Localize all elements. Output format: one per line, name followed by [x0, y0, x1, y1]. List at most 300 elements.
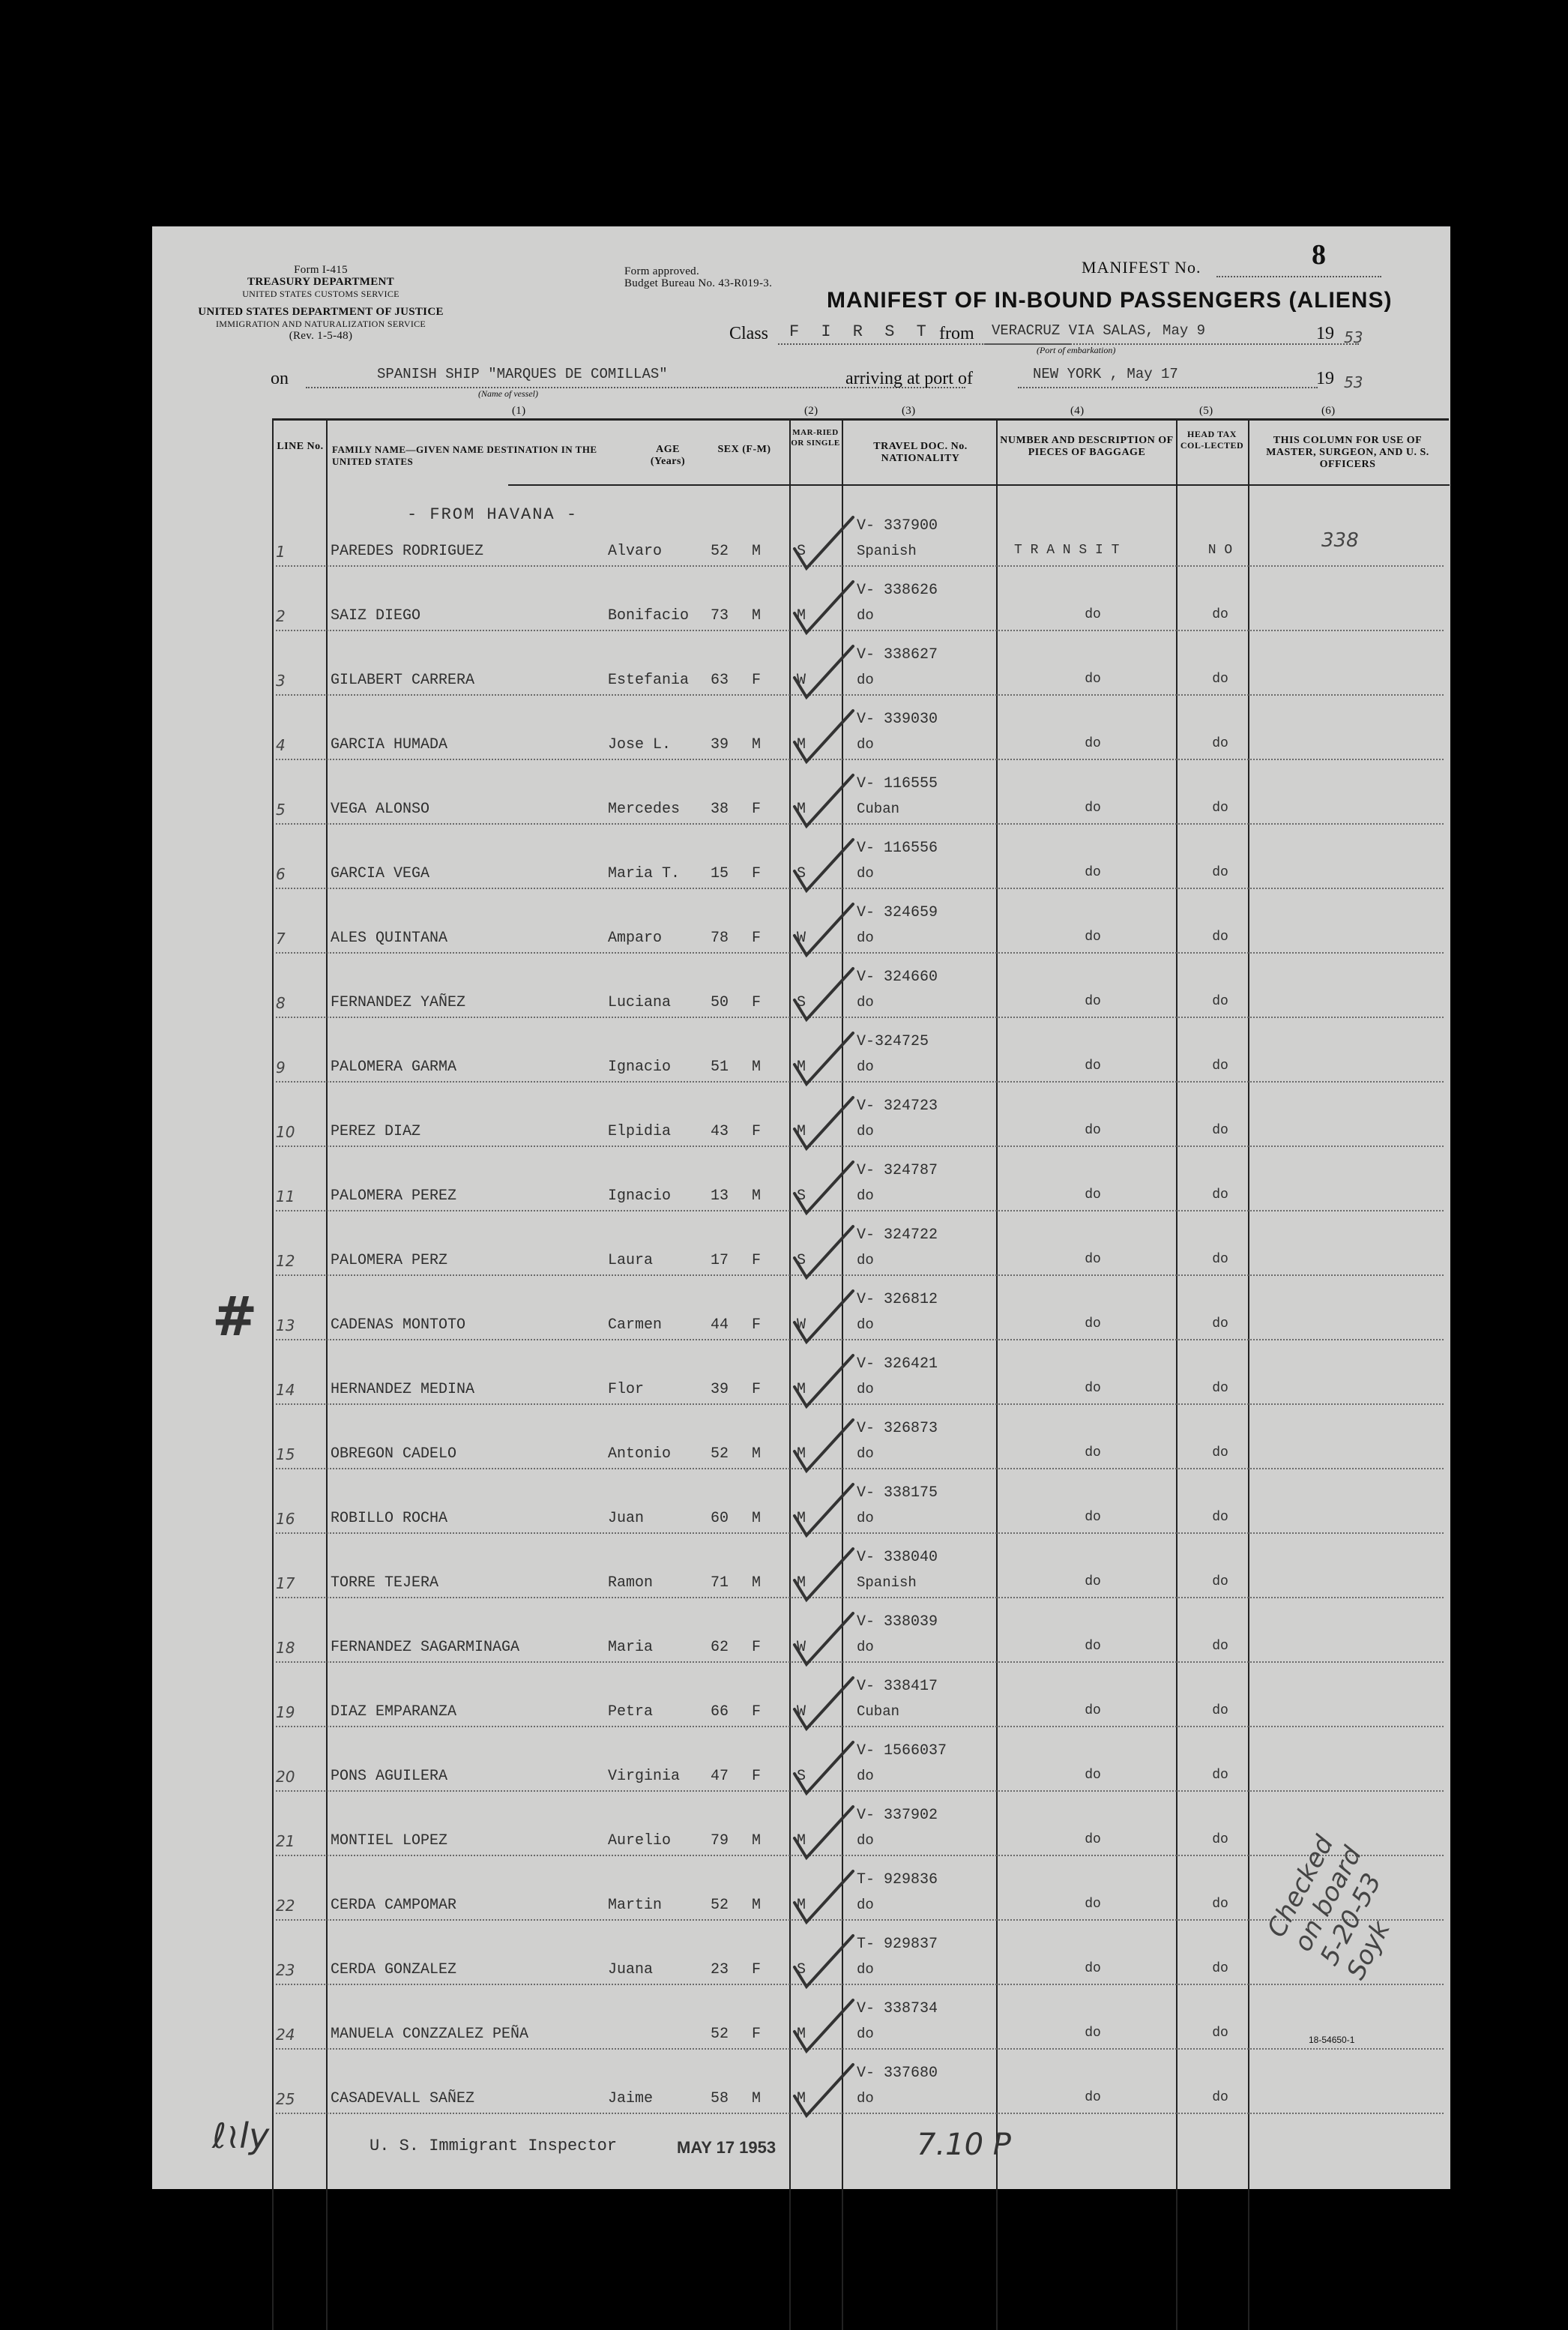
travel-doc-number: V- 338417	[857, 1678, 938, 1695]
col-header-travel-doc: TRAVEL DOC. No. NATIONALITY	[873, 441, 968, 464]
given-name: Antonio	[608, 1445, 672, 1463]
footer-code: 7.10 P	[917, 2128, 1011, 2162]
head-tax: do	[1212, 607, 1228, 622]
nationality: do	[857, 736, 874, 753]
nationality: Cuban	[857, 1703, 900, 1720]
age: 43	[711, 1123, 729, 1140]
class-label: Class	[729, 324, 769, 343]
sex: M	[752, 1832, 762, 1849]
head-tax: do	[1212, 1961, 1228, 1976]
travel-doc-number: V- 324660	[857, 969, 938, 986]
nationality: do	[857, 930, 874, 946]
age: 52	[711, 1445, 729, 1463]
marital-status: M	[797, 1381, 806, 1398]
check-mark-icon	[785, 1156, 860, 1223]
check-mark-icon	[785, 1994, 860, 2062]
baggage: do	[1085, 2090, 1101, 2105]
nationality: do	[857, 1897, 874, 1913]
age: 44	[711, 1316, 729, 1334]
baggage: do	[1085, 865, 1101, 880]
given-name: Laura	[608, 1252, 654, 1269]
travel-doc-number: V- 338626	[857, 582, 938, 599]
manifest-label: MANIFEST No.	[1082, 258, 1201, 277]
given-name: Ramon	[608, 1574, 654, 1592]
agency-treasury: TREASURY DEPARTMENT	[247, 276, 394, 288]
baggage: do	[1085, 1703, 1101, 1718]
form-code: 18-54650-1	[1309, 2035, 1355, 2045]
arrival-date-stamp: MAY 17 1953	[677, 2138, 777, 2157]
sex: F	[752, 1961, 762, 1978]
given-name: Juana	[608, 1961, 654, 1978]
col-header-married: MAR-RIED OR SINGLE	[791, 428, 840, 448]
marital-status: M	[797, 1897, 806, 1914]
year-1: 19	[1316, 324, 1334, 343]
given-name: Martin	[608, 1897, 663, 1914]
marital-status: S	[797, 994, 806, 1011]
given-name: Bonifacio	[608, 607, 690, 624]
head-tax: N O	[1207, 543, 1233, 558]
sex: F	[752, 1639, 762, 1656]
travel-doc-number: V- 324723	[857, 1098, 938, 1115]
given-name: Amparo	[608, 930, 663, 947]
sex: M	[752, 1510, 762, 1527]
check-mark-icon	[785, 963, 860, 1030]
check-mark-icon	[785, 1607, 860, 1675]
age: 47	[711, 1768, 729, 1785]
sex: M	[752, 1187, 762, 1205]
inspector-signature: ℓ≀ly	[212, 2116, 270, 2156]
marital-status: S	[797, 1961, 806, 1978]
baggage: do	[1085, 1445, 1101, 1460]
given-name: Estefania	[608, 672, 690, 689]
vessel-name: SPANISH SHIP "MARQUES DE COMILLAS"	[377, 366, 668, 382]
baggage: do	[1085, 1381, 1101, 1396]
column-number-4: (4)	[1070, 405, 1085, 417]
family-name: ALES QUINTANA	[331, 930, 448, 947]
revision-date: (Rev. 1-5-48)	[289, 330, 353, 342]
marital-status: W	[797, 672, 806, 689]
line-number: 25	[276, 2090, 295, 2108]
age: 38	[711, 801, 729, 818]
line-number: 20	[276, 1768, 295, 1786]
given-name: Alvaro	[608, 543, 663, 560]
nationality: do	[857, 1510, 874, 1526]
nationality: do	[857, 1123, 874, 1140]
given-name: Carmen	[608, 1316, 663, 1334]
given-name: Ignacio	[608, 1187, 672, 1205]
family-name: TORRE TEJERA	[331, 1574, 439, 1592]
nationality: do	[857, 1059, 874, 1075]
travel-doc-number: T- 929836	[857, 1871, 938, 1888]
check-mark-icon	[785, 1543, 860, 1610]
baggage: do	[1085, 1961, 1101, 1976]
column-number-2: (2)	[804, 405, 818, 417]
marital-status: M	[797, 1445, 806, 1463]
nationality: do	[857, 1187, 874, 1204]
form-number: Form I-415	[294, 264, 348, 276]
check-mark-icon	[785, 2059, 860, 2126]
line-number: 5	[276, 801, 286, 819]
travel-doc-number: V- 337902	[857, 1807, 938, 1824]
col-header-age: AGE (Years)	[650, 444, 686, 467]
arrival-port-value: NEW YORK , May 17	[1033, 366, 1178, 382]
marital-status: W	[797, 1639, 806, 1656]
marital-status: W	[797, 930, 806, 947]
check-mark-icon	[785, 898, 860, 966]
baggage: do	[1085, 1252, 1101, 1267]
sex: M	[752, 2090, 762, 2107]
sex: F	[752, 930, 762, 947]
line-number: 12	[276, 1252, 295, 1270]
baggage: do	[1085, 1768, 1101, 1783]
check-mark-icon	[785, 1220, 860, 1288]
marital-status: W	[797, 1703, 806, 1721]
given-name: Jose L.	[608, 736, 672, 753]
line-number: 22	[276, 1897, 295, 1915]
nationality: do	[857, 1832, 874, 1849]
sex: F	[752, 801, 762, 818]
family-name: CERDA GONZALEZ	[331, 1961, 457, 1978]
family-name: PALOMERA PEREZ	[331, 1187, 457, 1205]
sex: F	[752, 865, 762, 882]
travel-doc-number: V-324725	[857, 1033, 929, 1050]
sex: M	[752, 607, 762, 624]
family-name: SAIZ DIEGO	[331, 607, 421, 624]
sex: F	[752, 1123, 762, 1140]
family-name: PEREZ DIAZ	[331, 1123, 421, 1140]
age: 13	[711, 1187, 729, 1205]
family-name: MANUELA CONZZALEZ PEÑA	[331, 2026, 529, 2043]
nationality: do	[857, 1639, 874, 1655]
line-number: 19	[276, 1703, 295, 1721]
agency-ins: IMMIGRATION AND NATURALIZATION SERVICE	[215, 319, 426, 329]
check-mark-icon	[785, 511, 860, 579]
class-value: F I R S T	[789, 322, 932, 341]
travel-doc-number: V- 338175	[857, 1484, 938, 1502]
manifest-title: MANIFEST OF IN-BOUND PASSENGERS (ALIENS)	[827, 288, 1393, 313]
table-top-rule	[272, 418, 1449, 421]
line-number: 4	[276, 736, 286, 754]
age: 52	[711, 1897, 729, 1914]
baggage: do	[1085, 1316, 1101, 1331]
check-mark-icon	[785, 834, 860, 901]
age: 51	[711, 1059, 729, 1076]
travel-doc-number: V- 338734	[857, 2000, 938, 2017]
line-number: 9	[276, 1059, 286, 1077]
baggage: do	[1085, 1187, 1101, 1202]
nationality: Spanish	[857, 1574, 917, 1591]
head-tax: do	[1212, 2090, 1228, 2105]
line-number: 1	[276, 543, 286, 561]
budget-bureau: Budget Bureau No. 43-R019-3.	[624, 277, 773, 289]
head-tax: do	[1212, 1832, 1228, 1847]
age: 50	[711, 994, 729, 1011]
baggage: do	[1085, 607, 1101, 622]
travel-doc-number: V- 324787	[857, 1162, 938, 1179]
nationality: do	[857, 1252, 874, 1268]
age: 52	[711, 543, 729, 560]
sex: M	[752, 1574, 762, 1592]
head-tax: do	[1212, 994, 1228, 1009]
age: 73	[711, 607, 729, 624]
head-tax: do	[1212, 672, 1228, 687]
line-number: 16	[276, 1510, 295, 1528]
marital-status: M	[797, 1059, 806, 1076]
travel-doc-number: V- 326421	[857, 1355, 938, 1373]
age: 15	[711, 865, 729, 882]
baggage: T R A N S I T	[1014, 543, 1120, 558]
check-mark-icon	[785, 1672, 860, 1739]
column-number-1: (1)	[512, 405, 526, 417]
form-approved: Form approved.	[624, 265, 700, 277]
nationality: do	[857, 2026, 874, 2042]
sex: F	[752, 1381, 762, 1398]
officer-note: 338	[1321, 529, 1359, 552]
travel-doc-number: T- 929837	[857, 1936, 938, 1953]
family-name: ROBILLO ROCHA	[331, 1510, 448, 1527]
baggage: do	[1085, 1574, 1101, 1589]
line-number: 10	[276, 1123, 295, 1141]
given-name: Petra	[608, 1703, 654, 1721]
given-name: Virginia	[608, 1768, 681, 1785]
given-name: Maria	[608, 1639, 654, 1656]
check-mark-icon	[785, 1865, 860, 1933]
age: 60	[711, 1510, 729, 1527]
col-header-name: FAMILY NAME—GIVEN NAME DESTINATION IN THE UNITED STATES	[332, 444, 597, 467]
baggage: do	[1085, 1897, 1101, 1912]
sex: F	[752, 1316, 762, 1334]
line-number: 8	[276, 994, 286, 1012]
travel-doc-number: V- 338040	[857, 1549, 938, 1566]
on-label: on	[271, 369, 289, 388]
column-number-6: (6)	[1321, 405, 1336, 417]
head-tax: do	[1212, 1187, 1228, 1202]
sex: M	[752, 543, 762, 560]
check-mark-icon	[785, 576, 860, 643]
head-tax: do	[1212, 1316, 1228, 1331]
head-tax: do	[1212, 1510, 1228, 1525]
head-tax: do	[1212, 930, 1228, 945]
section-heading: - FROM HAVANA -	[407, 505, 579, 524]
marital-status: S	[797, 543, 806, 560]
col-header-head-tax: HEAD TAX COL-LECTED	[1180, 429, 1244, 451]
marital-status: M	[797, 607, 806, 624]
footer-inspector-label: U. S. Immigrant Inspector	[370, 2137, 618, 2155]
baggage: do	[1085, 2026, 1101, 2041]
check-mark-icon	[785, 1930, 860, 1997]
head-tax: do	[1212, 1639, 1228, 1654]
baggage: do	[1085, 1510, 1101, 1525]
line-number: 15	[276, 1445, 295, 1463]
check-mark-icon	[785, 1092, 860, 1159]
agency-justice: UNITED STATES DEPARTMENT OF JUSTICE	[198, 306, 444, 318]
travel-doc-number: V- 116555	[857, 775, 938, 792]
given-name: Ignacio	[608, 1059, 672, 1076]
baggage: do	[1085, 672, 1101, 687]
checked-on-board-note: Checked on board 5-20-53 Soyk	[1261, 1831, 1396, 1985]
head-tax: do	[1212, 1703, 1228, 1718]
head-tax: do	[1212, 865, 1228, 880]
marital-status: M	[797, 2090, 806, 2107]
agency-customs: UNITED STATES CUSTOMS SERVICE	[242, 289, 399, 299]
head-tax: do	[1212, 2026, 1228, 2041]
year-2: 19	[1316, 369, 1334, 388]
marital-status: M	[797, 2026, 806, 2043]
sex: F	[752, 2026, 762, 2043]
line-number: 21	[276, 1832, 295, 1850]
age: 66	[711, 1703, 729, 1721]
family-name: PAREDES RODRIGUEZ	[331, 543, 484, 560]
nationality: do	[857, 1961, 874, 1978]
age: 58	[711, 2090, 729, 2107]
check-mark-icon	[785, 1027, 860, 1095]
line-number: 13	[276, 1316, 295, 1334]
family-name: GILABERT CARRERA	[331, 672, 475, 689]
line-number: 3	[276, 672, 286, 690]
check-mark-icon	[785, 1736, 860, 1804]
family-name: GARCIA HUMADA	[331, 736, 448, 753]
marital-status: S	[797, 865, 806, 882]
marital-status: M	[797, 801, 806, 818]
year-1-suffix: 53	[1344, 328, 1363, 346]
nationality: do	[857, 607, 874, 624]
baggage: do	[1085, 1639, 1101, 1654]
given-name: Juan	[608, 1510, 645, 1527]
sex: M	[752, 1897, 762, 1914]
marital-status: M	[797, 1574, 806, 1592]
check-mark-icon	[785, 1801, 860, 1868]
family-name: HERNANDEZ MEDINA	[331, 1381, 475, 1398]
baggage: do	[1085, 1059, 1101, 1074]
age: 17	[711, 1252, 729, 1269]
family-name: MONTIEL LOPEZ	[331, 1832, 448, 1849]
check-mark-icon	[785, 705, 860, 772]
line-number: 23	[276, 1961, 295, 1979]
age: 71	[711, 1574, 729, 1592]
manifest-sheet	[152, 226, 1450, 2189]
given-name: Aurelio	[608, 1832, 672, 1849]
age: 79	[711, 1832, 729, 1849]
marital-status: M	[797, 736, 806, 753]
sex: F	[752, 1252, 762, 1269]
family-name: DIAZ EMPARANZA	[331, 1703, 457, 1721]
hash-mark: #	[212, 1285, 258, 1348]
line-number: 14	[276, 1381, 295, 1399]
baggage: do	[1085, 801, 1101, 816]
head-tax: do	[1212, 1381, 1228, 1396]
given-name: Mercedes	[608, 801, 681, 818]
travel-doc-number: V- 337900	[857, 517, 938, 535]
marital-status: M	[797, 1123, 806, 1140]
head-tax: do	[1212, 1768, 1228, 1783]
nationality: do	[857, 1445, 874, 1462]
column-number-5: (5)	[1199, 405, 1213, 417]
given-name: Elpidia	[608, 1123, 672, 1140]
baggage: do	[1085, 994, 1101, 1009]
check-mark-icon	[785, 1285, 860, 1352]
header-bottom-rule	[508, 484, 1450, 486]
nationality: do	[857, 2090, 874, 2107]
sex: M	[752, 1445, 762, 1463]
travel-doc-number: V- 324722	[857, 1226, 938, 1244]
port-of-embarkation-caption: (Port of embarkation)	[1037, 345, 1116, 355]
travel-doc-number: V- 116556	[857, 840, 938, 857]
age: 62	[711, 1639, 729, 1656]
nationality: do	[857, 1768, 874, 1784]
line-number: 17	[276, 1574, 295, 1592]
line-number: 7	[276, 930, 286, 948]
nationality: Spanish	[857, 543, 917, 559]
head-tax: do	[1212, 1445, 1228, 1460]
head-tax: do	[1212, 1123, 1228, 1138]
line-number: 18	[276, 1639, 295, 1657]
family-name: FERNANDEZ YAÑEZ	[331, 994, 466, 1011]
given-name: Jaime	[608, 2090, 654, 2107]
line-number: 11	[276, 1187, 295, 1205]
sex: F	[752, 1703, 762, 1721]
check-mark-icon	[785, 640, 860, 708]
line-number: 6	[276, 865, 286, 883]
family-name: OBREGON CADELO	[331, 1445, 457, 1463]
nationality: do	[857, 1316, 874, 1333]
nationality: do	[857, 994, 874, 1011]
given-name: Flor	[608, 1381, 645, 1398]
age: 52	[711, 2026, 729, 2043]
sex: M	[752, 1059, 762, 1076]
baggage: do	[1085, 1123, 1101, 1138]
manifest-number: 8	[1312, 239, 1326, 271]
travel-doc-number: V- 338039	[857, 1613, 938, 1631]
head-tax: do	[1212, 736, 1228, 751]
check-mark-icon	[785, 769, 860, 837]
marital-status: S	[797, 1252, 806, 1269]
travel-doc-number: V- 326873	[857, 1420, 938, 1437]
marital-status: S	[797, 1768, 806, 1785]
sex: F	[752, 672, 762, 689]
check-mark-icon	[785, 1349, 860, 1417]
family-name: CERDA CAMPOMAR	[331, 1897, 457, 1914]
baggage: do	[1085, 736, 1101, 751]
age: 39	[711, 736, 729, 753]
baggage: do	[1085, 1832, 1101, 1847]
given-name: Luciana	[608, 994, 672, 1011]
travel-doc-number: V- 339030	[857, 711, 938, 728]
from-label: from	[939, 324, 974, 343]
marital-status: M	[797, 1510, 806, 1527]
sex: F	[752, 994, 762, 1011]
head-tax: do	[1212, 1574, 1228, 1589]
marital-status: W	[797, 1316, 806, 1334]
marital-status: M	[797, 1832, 806, 1849]
nationality: do	[857, 1381, 874, 1397]
head-tax: do	[1212, 1252, 1228, 1267]
head-tax: do	[1212, 801, 1228, 816]
nationality: do	[857, 865, 874, 882]
head-tax: do	[1212, 1897, 1228, 1912]
from-value: VERACRUZ VIA SALAS, May 9	[992, 322, 1206, 339]
vessel-caption: (Name of vessel)	[478, 388, 538, 399]
given-name: Maria T.	[608, 865, 681, 882]
nationality: do	[857, 672, 874, 688]
age: 23	[711, 1961, 729, 1978]
line-number: 2	[276, 607, 286, 625]
arriving-label: arriving at port of	[845, 369, 973, 388]
age: 39	[711, 1381, 729, 1398]
column-number-3: (3)	[902, 405, 916, 417]
family-name: PALOMERA GARMA	[331, 1059, 457, 1076]
sex: F	[752, 1768, 762, 1785]
travel-doc-number: V- 338627	[857, 646, 938, 663]
